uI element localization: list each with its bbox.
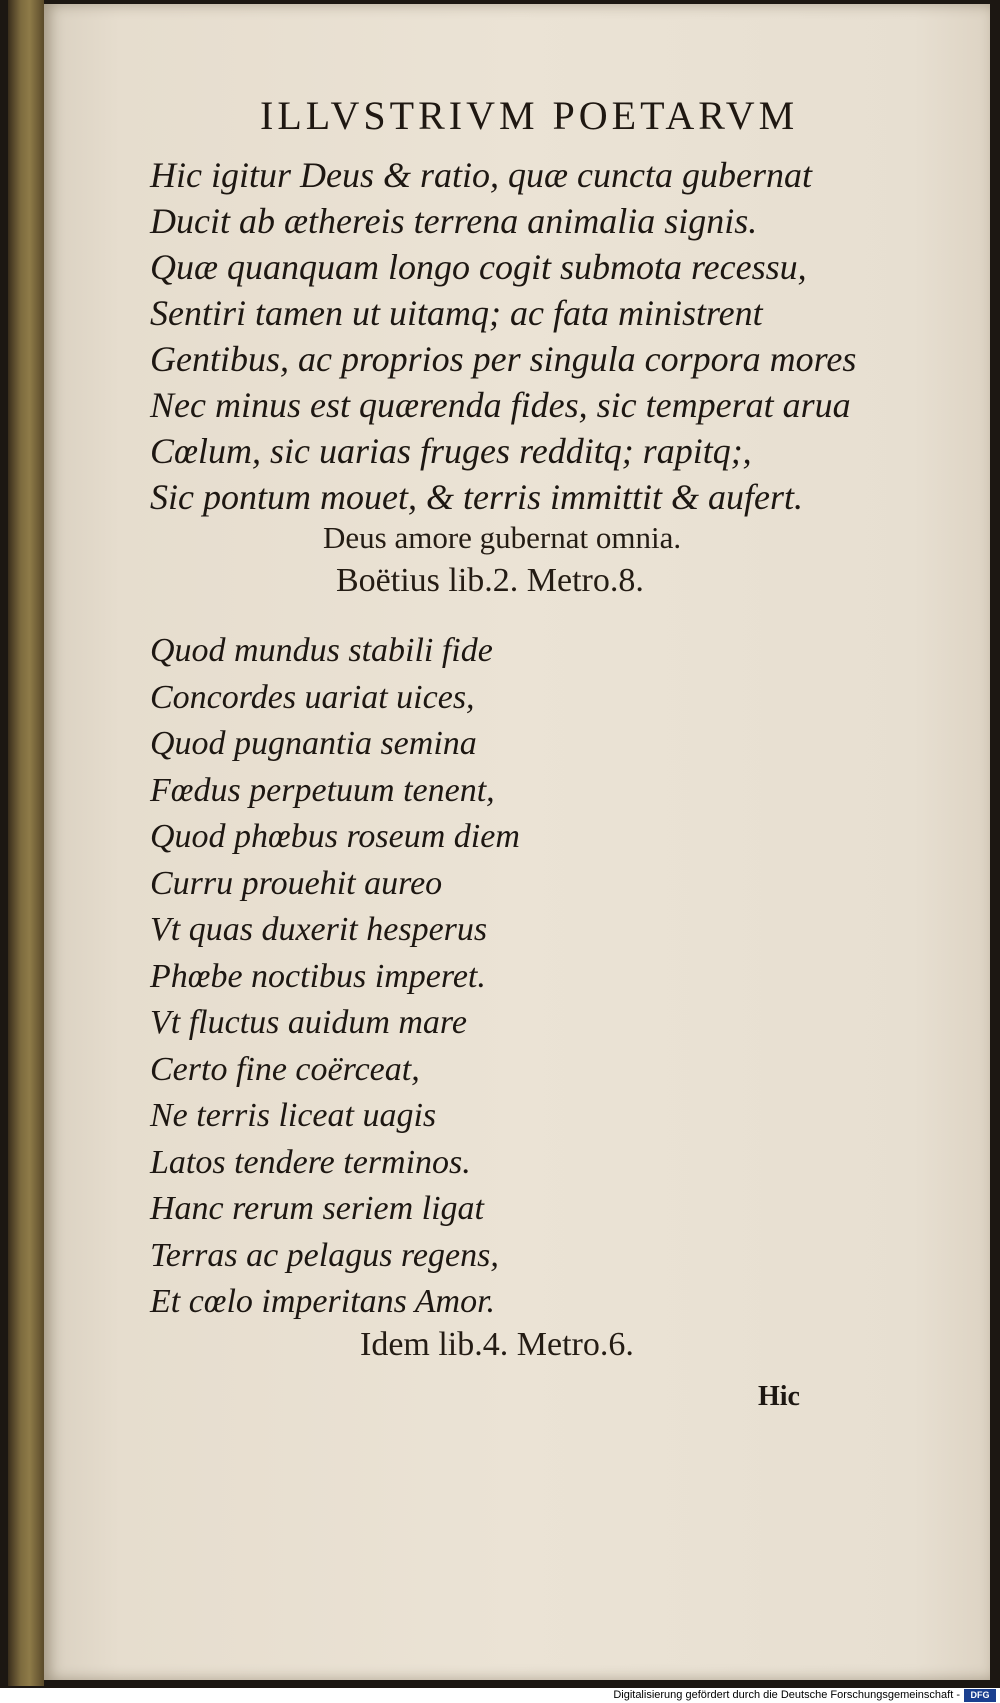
book-binding-edge bbox=[8, 0, 44, 1686]
verse-line: Vt fluctus auidum mare bbox=[150, 1004, 467, 1041]
verse-line: Certo fine coërceat, bbox=[150, 1050, 420, 1088]
verse-line: Et cœlo imperitans Amor. bbox=[150, 1283, 496, 1320]
verse-line: Nec minus est quærenda fides, sic temperat arua bbox=[150, 385, 851, 425]
verse-line: Vt quas duxerit hesperus bbox=[150, 911, 488, 948]
verse-line: Ducit ab æthereis terrena animalia signis. bbox=[150, 201, 758, 241]
verse-block-1 bbox=[150, 152, 856, 520]
verse-line: Sic pontum mouet, & terris immittit & aufert. bbox=[150, 477, 803, 517]
dfg-logo: DFG bbox=[964, 1689, 996, 1702]
section-title: Deus amore gubernat omnia. bbox=[323, 520, 682, 555]
footer-credit: Digitalisierung gefördert durch die Deutsche Forschungsgemeinschaft - bbox=[613, 1689, 960, 1701]
verse-line: Fœdus perpetuum tenent, bbox=[150, 771, 495, 809]
verse-line: Quod pugnantia semina bbox=[150, 725, 477, 762]
verse-line: Cœlum, sic uarias fruges redditq; rapitq;, bbox=[150, 431, 752, 471]
verse-line: Quæ quanquam longo cogit submota recessu, bbox=[150, 247, 807, 287]
verse-line: Quod mundus stabili fide bbox=[150, 632, 493, 669]
verse-line: Curru prouehit aureo bbox=[150, 864, 443, 902]
verse-line: Gentibus, ac proprios per singula corpora mores bbox=[150, 339, 857, 379]
verse-line: Terras ac pelagus regens, bbox=[150, 1236, 499, 1274]
verse-line: Ne terris liceat uagis bbox=[150, 1097, 437, 1134]
verse-line: Phœbe noctibus imperet. bbox=[150, 957, 486, 995]
verse-line: Latos tendere terminos. bbox=[150, 1143, 471, 1181]
verse-line: Hic igitur Deus & ratio, quæ cuncta gubernat bbox=[150, 155, 812, 195]
verse-line: Concordes uariat uices, bbox=[150, 678, 475, 716]
section-source: Boëtius lib.2. Metro.8. bbox=[336, 562, 644, 599]
catchword: Hic bbox=[758, 1381, 800, 1412]
verse-line: Sentiri tamen ut uitamq; ac fata ministrent bbox=[150, 293, 763, 333]
verse-line: Hanc rerum seriem ligat bbox=[150, 1190, 484, 1227]
running-head: ILLVSTRIVM POETARVM bbox=[260, 93, 799, 138]
verse-block-2 bbox=[150, 628, 520, 1326]
closing-caption: Idem lib.4. Metro.6. bbox=[360, 1326, 634, 1363]
verse-line: Quod phœbus roseum diem bbox=[150, 818, 520, 855]
